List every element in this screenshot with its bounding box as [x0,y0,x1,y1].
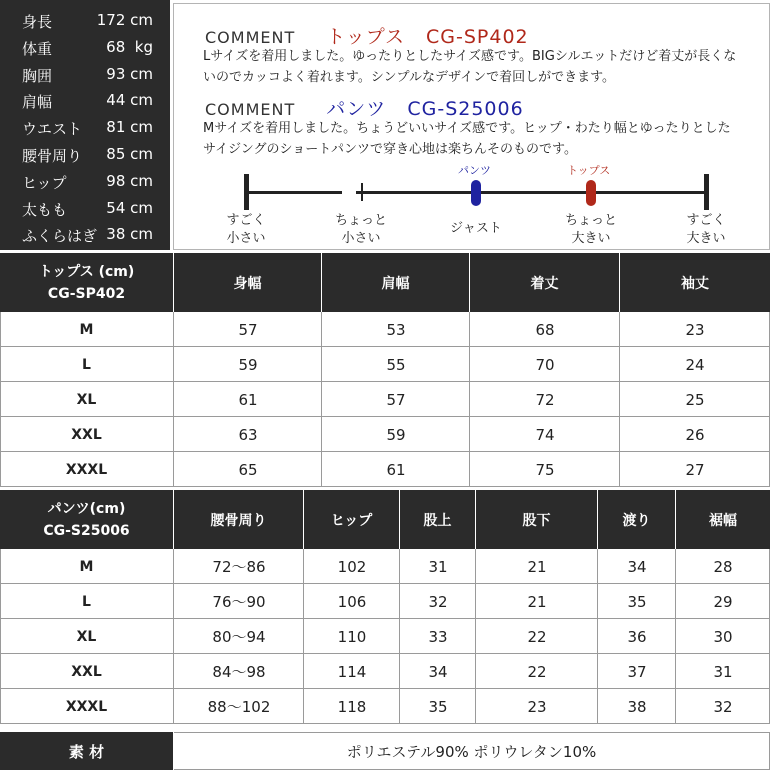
pants-column-header: 腰骨周り [174,490,303,549]
comment-box [173,3,770,250]
model-stat-row [0,33,170,59]
model-stat-row [0,6,170,32]
model-stat-value: 85 cm [106,145,153,163]
pants-value-cell: 23 [476,689,598,724]
model-stat-value: 54 cm [106,198,153,217]
pants-value-cell: 35 [400,689,476,724]
tops-value-cell: 27 [620,452,770,487]
pants-value-cell: 88～102 [174,689,304,724]
material-label: 素 材 [0,732,173,770]
fit-marker [586,180,596,206]
tops-column-divider [619,312,620,487]
tops-table-title-line2: CG-SP402 [47,285,126,302]
tops-value-cell: 70 [470,347,620,382]
tops-value-cell: 59 [322,417,470,452]
tops-value-cell: 72 [470,382,620,417]
tops-left-border [0,312,1,487]
pants-value-cell: 84～98 [174,654,304,689]
tops-value-cell: 55 [322,347,470,382]
tops-column-divider [321,312,322,487]
fit-scale-label-line2: 小さい [226,231,266,246]
pants-value-cell: 118 [304,689,400,724]
tops-value-cell: 57 [174,312,322,347]
tops-size-label: XXL [0,417,173,452]
fit-marker [471,180,481,206]
pants-value-cell: 29 [676,584,770,619]
model-stat-value: 68 kg [106,37,153,56]
material-value: ポリエステル90% ポリウレタン10% [174,732,770,770]
model-stat-row [0,60,170,86]
tops-value-cell: 26 [620,417,770,452]
model-stat-row [0,194,170,220]
pants-value-cell: 76～90 [174,584,304,619]
fit-marker-label: パンツ [458,164,491,177]
tops-comment-text: Lサイズを着用しました。ゆったりとしたサイズ感です。BIGシルエットだけど着丈が長くないのでカッコよく着れます。シンプルなデザインで着回しができます。 [203,49,737,85]
fit-marker-label: トップス [567,164,611,177]
tops-row-divider [0,486,770,487]
model-stat-row [0,220,170,246]
fit-scale-label [431,220,521,238]
pants-left-border [0,549,1,724]
pants-value-cell: 110 [304,619,400,654]
fit-scale-label-line1: すごく [226,213,266,228]
model-stat-row [0,167,170,193]
model-stat-row [0,113,170,139]
pants-column-header: 渡り [598,490,675,549]
tops-column-header: 身幅 [174,253,321,312]
pants-value-cell: 106 [304,584,400,619]
tops-value-cell: 25 [620,382,770,417]
fit-scale-label [546,212,636,248]
model-stat-label: 体重 [22,39,53,58]
comment-title: COMMENT [205,100,296,119]
pants-value-cell: 28 [676,549,770,584]
model-stat-value: 98 cm [106,171,153,190]
pants-column-divider [475,549,476,724]
tops-table-title [0,253,173,312]
pants-row-divider [0,723,770,724]
pants-value-cell: 34 [400,654,476,689]
fit-scale-label [201,212,291,248]
model-stat-value: 93 cm [106,64,153,83]
tops-value-cell: 59 [174,347,322,382]
pants-value-cell: 36 [598,619,676,654]
pants-table-title-line1: パンツ(cm) [47,500,126,517]
model-stat-value: 172 cm [96,11,153,29]
pants-column-header: ヒップ [304,490,399,549]
pants-column-divider [303,549,304,724]
model-stat-value: 44 cm [106,91,153,110]
tops-value-cell: 68 [470,312,620,347]
tops-column-header: 袖丈 [620,253,770,312]
pants-size-label: XXXL [0,689,173,724]
pants-comment-product: パンツ [326,98,387,120]
fit-scale-label-line1: すごく [686,213,726,228]
fit-scale-left-end [244,174,249,210]
tops-value-cell: 53 [322,312,470,347]
tops-table-title-line1: トップス (cm) [38,263,135,280]
fit-scale-gap [342,191,356,194]
tops-size-label: XL [0,382,173,417]
pants-value-cell: 35 [598,584,676,619]
pants-table-title-line2: CG-S25006 [43,522,130,539]
pants-value-cell: 21 [476,549,598,584]
tops-column-divider [173,312,174,487]
fit-scale-label [316,212,406,248]
pants-column-divider [399,549,400,724]
pants-value-cell: 31 [400,549,476,584]
pants-column-divider [597,549,598,724]
pants-comment-code: CG-S25006 [407,98,524,120]
pants-value-cell: 22 [476,619,598,654]
tops-value-cell: 24 [620,347,770,382]
tops-value-cell: 75 [470,452,620,487]
pants-size-label: M [0,549,173,584]
model-stat-label: 腰骨周り [22,147,83,165]
tops-value-cell: 63 [174,417,322,452]
fit-scale-right-end [704,174,709,210]
tops-value-cell: 61 [322,452,470,487]
pants-value-cell: 31 [676,654,770,689]
pants-value-cell: 72～86 [174,549,304,584]
pants-value-cell: 22 [476,654,598,689]
comment-title: COMMENT [205,28,296,47]
model-stats-panel [0,0,170,250]
tops-size-label: L [0,347,173,382]
fit-scale-label-line2: 大きい [571,231,611,246]
tops-value-cell: 57 [322,382,470,417]
pants-column-header: 裾幅 [676,490,770,549]
pants-size-label: XL [0,619,173,654]
model-stat-label: 太もも [22,200,68,219]
model-stat-value: 81 cm [106,118,153,137]
pants-column-header: 股上 [400,490,475,549]
tops-value-cell: 65 [174,452,322,487]
tops-comment-code: CG-SP402 [426,26,529,48]
pants-value-cell: 80～94 [174,619,304,654]
tops-value-cell: 61 [174,382,322,417]
model-stat-value: 38 cm [106,225,153,244]
model-stat-label: 身長 [22,13,53,31]
tops-value-cell: 74 [470,417,620,452]
pants-value-cell: 30 [676,619,770,654]
tops-column-header: 肩幅 [322,253,469,312]
model-stat-label: 肩幅 [22,93,53,112]
model-stat-label: ヒップ [22,173,67,192]
pants-value-cell: 32 [676,689,770,724]
pants-table-title [0,490,173,549]
tops-value-cell: 23 [620,312,770,347]
fit-scale [174,4,770,251]
fit-scale-label-line2: 小さい [341,231,381,246]
pants-value-cell: 33 [400,619,476,654]
tops-size-label: XXXL [0,452,173,487]
model-stat-row [0,140,170,166]
pants-value-cell: 38 [598,689,676,724]
pants-column-divider [675,549,676,724]
pants-size-label: L [0,584,173,619]
pants-value-cell: 102 [304,549,400,584]
model-stat-label: ウエスト [22,120,83,139]
pants-size-label: XXL [0,654,173,689]
pants-column-header: 股下 [476,490,597,549]
pants-value-cell: 34 [598,549,676,584]
pants-value-cell: 114 [304,654,400,689]
pants-column-divider [173,549,174,724]
tops-column-divider [469,312,470,487]
pants-value-cell: 21 [476,584,598,619]
fit-scale-label-line1: ちょっと [334,213,387,228]
fit-scale-label-line1: ちょっと [564,213,617,228]
pants-value-cell: 37 [598,654,676,689]
pants-comment-text: Mサイズを着用しました。ちょうどいいサイズ感です。ヒップ・わたり幅とゆったりとしたサイジングのショートパンツで穿き心地は楽ちんそのものです。 [203,121,731,157]
fit-scale-label [661,212,751,248]
tops-comment-product: トップス [326,26,405,48]
tops-size-label: M [0,312,173,347]
model-stat-label: 胸囲 [22,66,53,85]
tops-column-header: 着丈 [470,253,619,312]
model-stat-row [0,86,170,112]
fit-scale-label-line2: 大きい [686,231,726,246]
pants-value-cell: 32 [400,584,476,619]
fit-scale-label-line1: ジャスト [450,221,502,236]
fit-scale-tick [361,183,363,201]
model-stat-label: ふくらはぎ [22,227,98,246]
